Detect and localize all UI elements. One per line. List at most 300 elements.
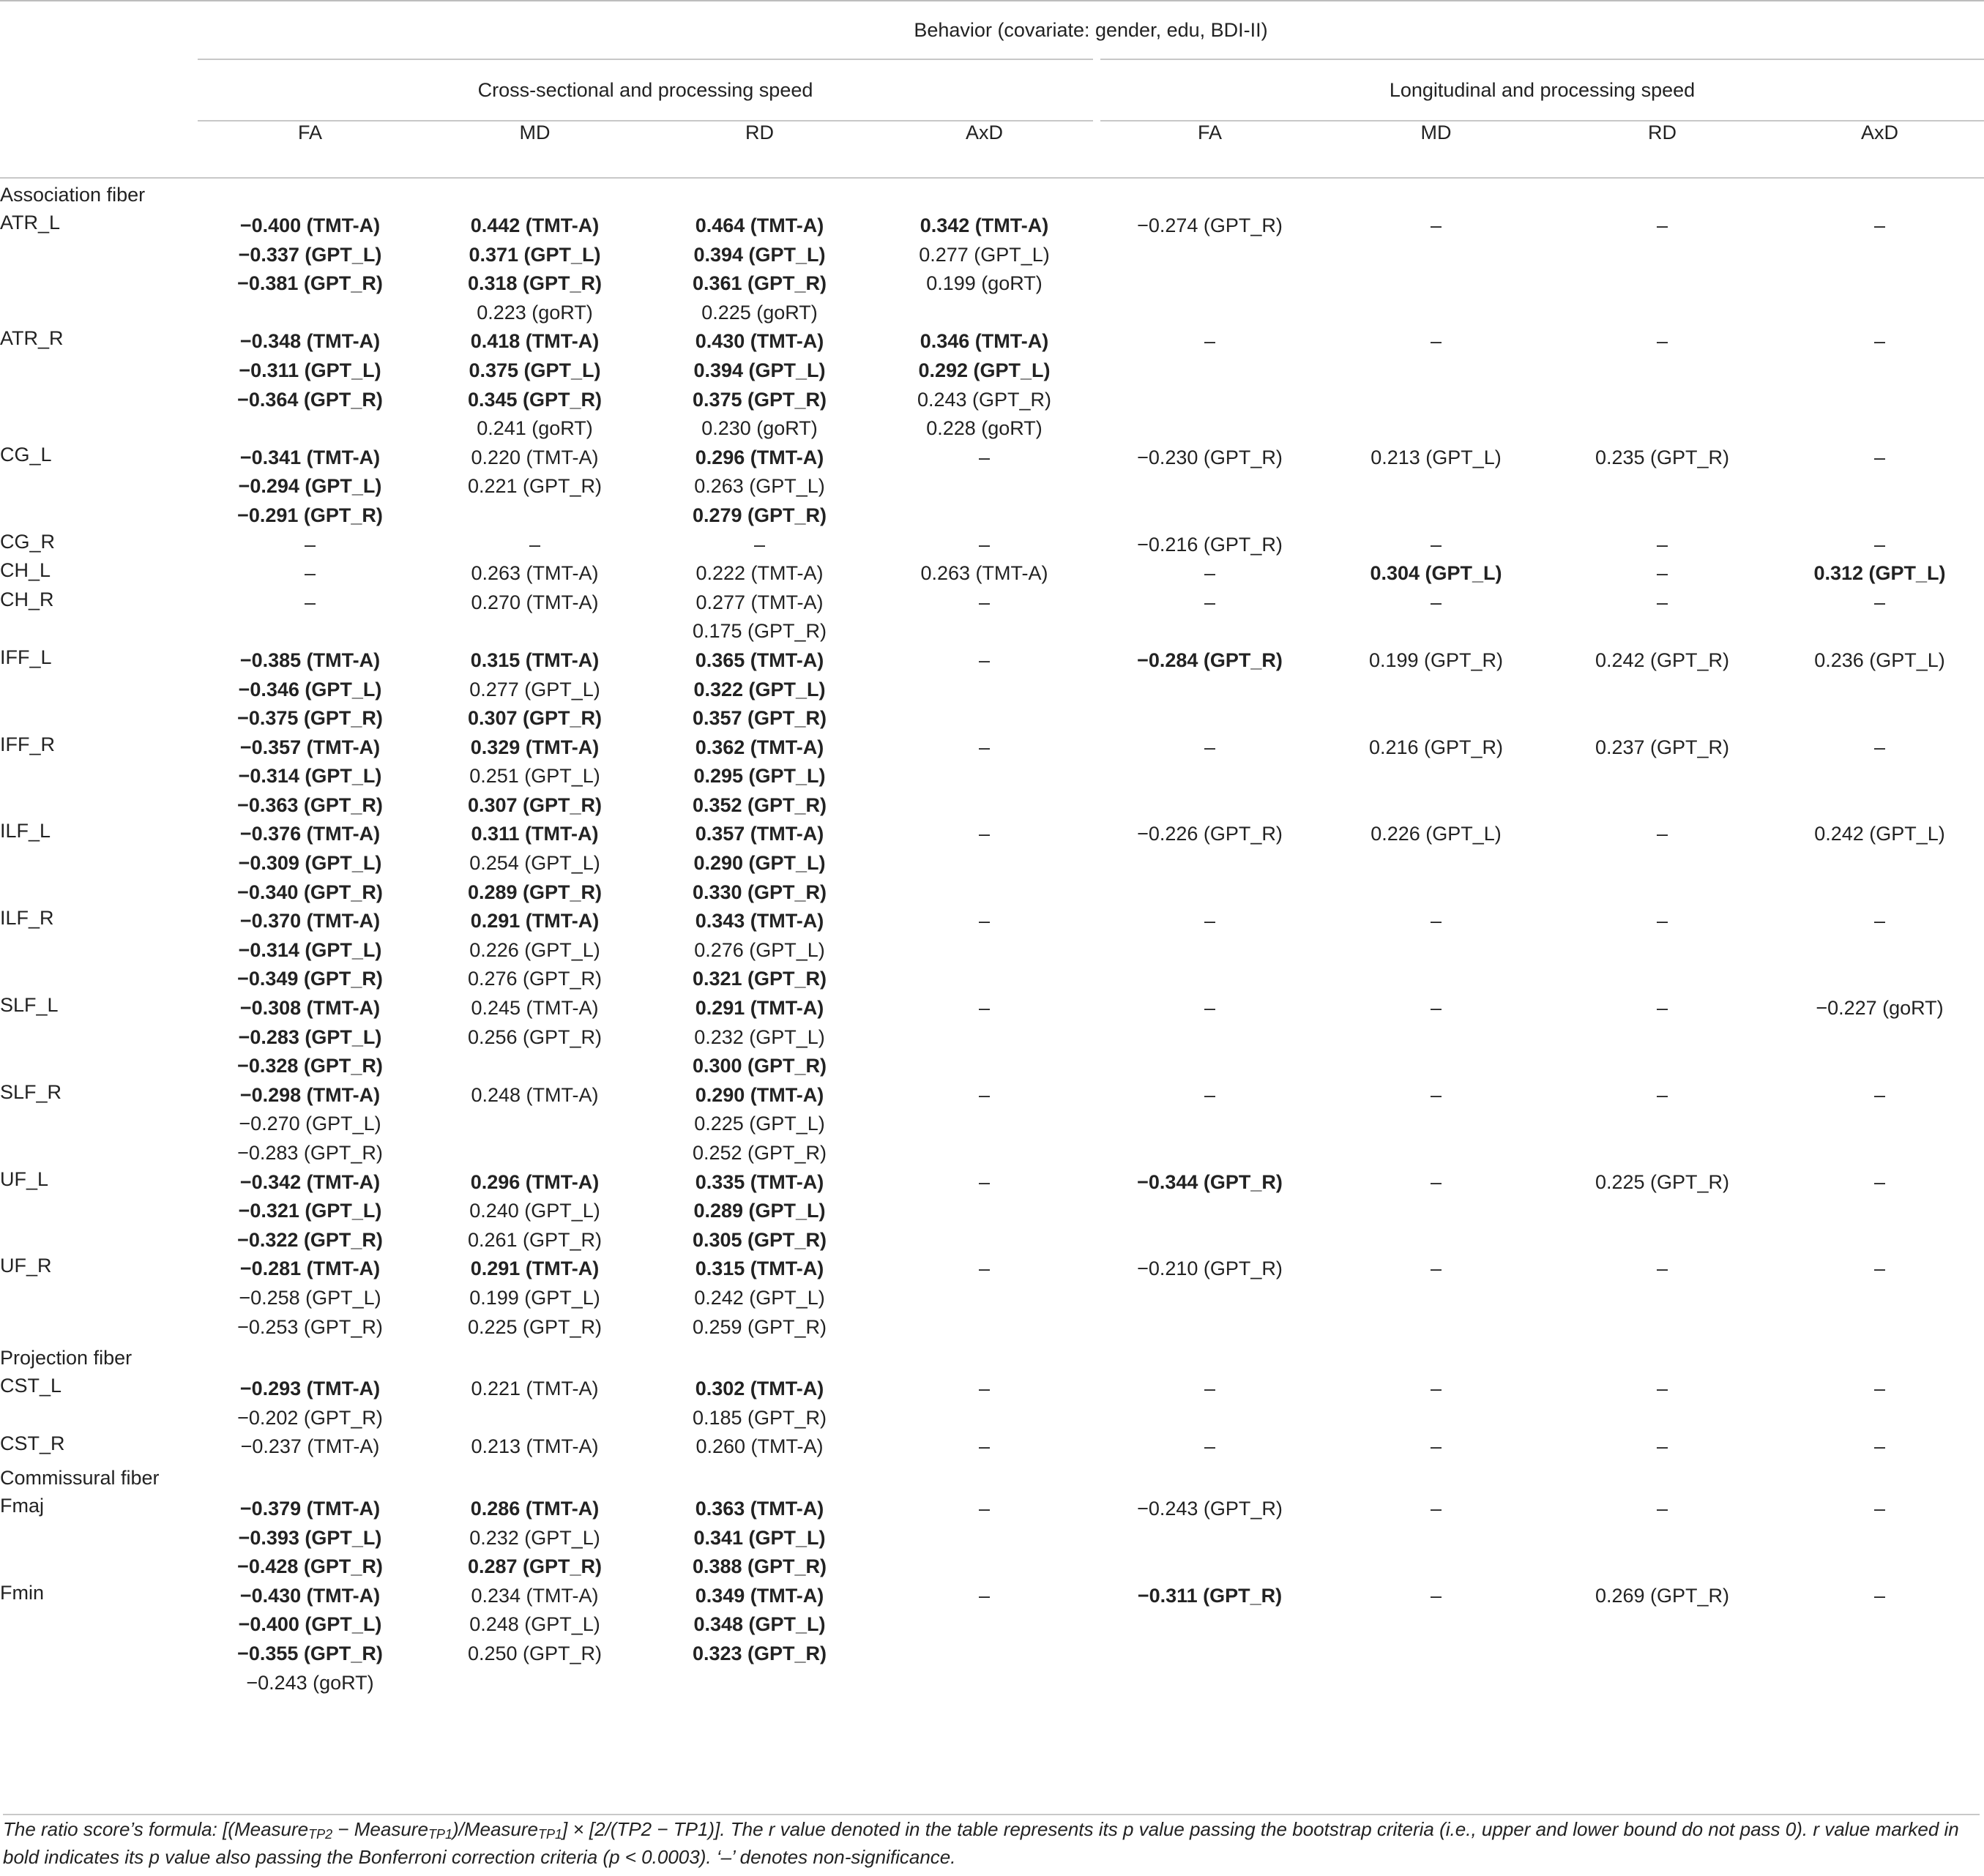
cell-value: – <box>978 533 991 556</box>
cell-value: −0.337 (GPT_L) <box>238 243 382 266</box>
cell-md-long <box>1323 820 1549 907</box>
cell-md <box>422 994 647 1081</box>
cell-value: 0.394 (GPT_L) <box>693 243 826 266</box>
cell-value: −0.270 (GPT_L) <box>239 1113 381 1135</box>
cell-fa-long <box>1097 1168 1323 1255</box>
cell-value: 0.259 (GPT_R) <box>692 1315 827 1338</box>
table-row <box>0 994 1984 1081</box>
col-header-md-long: MD <box>1420 122 1452 143</box>
cell-value: 0.248 (GPT_L) <box>469 1613 600 1636</box>
cell-value: 0.199 (GPT_L) <box>469 1286 600 1309</box>
cell-value: – <box>978 1497 991 1520</box>
cell-value: −0.349 (GPT_R) <box>237 968 383 990</box>
cell-value: – <box>1204 736 1216 758</box>
cell-value: – <box>1204 1378 1216 1400</box>
cell-value: 0.221 (GPT_R) <box>467 475 603 498</box>
cell-value: 0.241 (goRT) <box>477 417 593 440</box>
cell-value: – <box>1656 1257 1668 1280</box>
cell-value: – <box>304 562 316 585</box>
cell-value: −0.293 (TMT-A) <box>239 1378 381 1400</box>
col-header-axd: AxD <box>965 122 1003 143</box>
cell-value: – <box>1430 533 1442 556</box>
cell-value: – <box>1873 1497 1886 1520</box>
fiber-name: Fmaj <box>0 1494 44 1517</box>
cell-value: −0.321 (GPT_L) <box>238 1200 382 1222</box>
cell-axd <box>872 646 1097 733</box>
cell-value: – <box>304 591 316 613</box>
cell-value: 0.225 (goRT) <box>701 301 818 324</box>
cell-value: – <box>1204 1083 1216 1106</box>
footnote-subscript: TP1 <box>428 1827 452 1842</box>
cell-axd-long <box>1775 1081 1984 1168</box>
table-footnote <box>3 1814 1980 1871</box>
cell-value: 0.260 (TMT-A) <box>695 1435 824 1458</box>
cell-rd-long <box>1549 559 1775 588</box>
cell-value: 0.252 (GPT_R) <box>692 1142 827 1164</box>
cell-rd <box>647 1168 872 1255</box>
cell-value: 0.287 (GPT_R) <box>467 1555 603 1578</box>
cell-value: – <box>978 736 991 758</box>
cell-value: 0.291 (TMT-A) <box>695 997 824 1020</box>
cell-fa-long <box>1097 1255 1323 1342</box>
cell-value: 0.251 (GPT_L) <box>469 765 600 788</box>
footnote-text: − Measure <box>332 1818 428 1840</box>
cell-value: 0.277 (GPT_L) <box>469 678 600 700</box>
fiber-name: CH_L <box>0 559 51 582</box>
cell-value: 0.269 (GPT_R) <box>1595 1584 1730 1607</box>
cell-fa <box>198 820 422 907</box>
cell-axd-long <box>1775 1582 1984 1697</box>
cell-value: −0.355 (GPT_R) <box>237 1642 383 1664</box>
cell-value: 0.225 (GPT_R) <box>1595 1170 1730 1193</box>
cell-value: – <box>1656 1435 1668 1458</box>
cell-axd-long <box>1775 733 1984 821</box>
cell-md <box>422 559 647 588</box>
cell-value: 0.357 (TMT-A) <box>695 823 824 845</box>
cell-fa <box>198 907 422 994</box>
cell-value: −0.216 (GPT_R) <box>1137 533 1283 556</box>
cell-rd <box>647 907 872 994</box>
cell-axd <box>872 907 1097 994</box>
table-row <box>0 444 1984 531</box>
cell-fa-long <box>1097 444 1323 531</box>
section-row <box>0 178 1984 212</box>
cell-value: – <box>1873 736 1886 758</box>
cell-value: 0.216 (GPT_R) <box>1368 736 1504 758</box>
fiber-name: Fmin <box>0 1581 44 1604</box>
cell-value: – <box>978 1083 991 1106</box>
cell-rd <box>647 588 872 646</box>
cell-axd-long <box>1775 588 1984 646</box>
cell-value: – <box>1430 1083 1442 1106</box>
cell-rd-long <box>1549 646 1775 733</box>
cell-value: 0.315 (TMT-A) <box>470 649 600 671</box>
cell-value: −0.328 (GPT_R) <box>237 1055 383 1077</box>
cell-value: 0.175 (GPT_R) <box>692 620 827 643</box>
cell-value: 0.362 (TMT-A) <box>695 736 824 758</box>
table-row <box>0 559 1984 588</box>
cell-value: 0.302 (TMT-A) <box>695 1378 824 1400</box>
cell-value: – <box>1656 1083 1668 1106</box>
cell-md-long <box>1323 1495 1549 1582</box>
cell-fa <box>198 733 422 821</box>
cell-rd <box>647 327 872 443</box>
table-row <box>0 1168 1984 1255</box>
cell-value: – <box>1204 562 1216 585</box>
cell-md-long <box>1323 1168 1549 1255</box>
cell-value: 0.276 (GPT_L) <box>694 938 825 961</box>
cell-value: 0.296 (TMT-A) <box>470 1170 600 1193</box>
cell-md-long <box>1323 212 1549 327</box>
cross-sectional-header: Cross-sectional and processing speed <box>198 59 1097 121</box>
section-row <box>0 1342 1984 1375</box>
cell-value: 0.228 (goRT) <box>926 417 1043 440</box>
cell-value: – <box>1430 214 1442 236</box>
cell-value: – <box>1873 446 1886 468</box>
cell-value: – <box>1873 330 1886 353</box>
cell-value: 0.236 (GPT_L) <box>1814 649 1945 671</box>
cell-value: 0.375 (GPT_R) <box>692 388 827 411</box>
cell-fa <box>198 1432 422 1462</box>
cell-value: – <box>1873 910 1886 933</box>
fiber-name: SLF_L <box>0 994 59 1017</box>
cell-axd-long <box>1775 1168 1984 1255</box>
cell-axd <box>872 327 1097 443</box>
cell-value: 0.277 (GPT_L) <box>919 243 1050 266</box>
cell-value: 0.240 (GPT_L) <box>469 1200 600 1222</box>
table-row <box>0 1495 1984 1582</box>
cell-value: 0.388 (GPT_R) <box>692 1555 827 1578</box>
cell-value: 0.248 (TMT-A) <box>471 1083 599 1106</box>
cell-value: 0.330 (GPT_R) <box>692 881 827 903</box>
cell-value: – <box>1204 591 1216 613</box>
cell-value: −0.230 (GPT_R) <box>1137 446 1283 468</box>
cell-fa <box>198 1375 422 1432</box>
cell-value: −0.274 (GPT_R) <box>1137 214 1283 236</box>
cell-fa-long <box>1097 820 1323 907</box>
cell-md-long <box>1323 1255 1549 1342</box>
cell-value: – <box>1430 997 1442 1020</box>
cell-value: 0.312 (GPT_L) <box>1813 562 1946 585</box>
cell-md <box>422 1375 647 1432</box>
cell-md-long <box>1323 994 1549 1081</box>
cell-rd-long <box>1549 1081 1775 1168</box>
footnote-subscript: TP1 <box>538 1827 563 1842</box>
cell-md <box>422 907 647 994</box>
cell-value: 0.263 (TMT-A) <box>920 562 1048 585</box>
footnote-text: )/Measure <box>452 1818 538 1840</box>
section-row <box>0 1462 1984 1495</box>
cell-axd <box>872 559 1097 588</box>
cell-md <box>422 1495 647 1582</box>
fiber-name: CST_L <box>0 1375 62 1397</box>
cell-rd-long <box>1549 212 1775 327</box>
cell-value: – <box>1873 214 1886 236</box>
cell-value: – <box>1204 1435 1216 1458</box>
cell-value: – <box>1430 330 1442 353</box>
cell-axd <box>872 444 1097 531</box>
cell-value: −0.243 (goRT) <box>246 1671 374 1694</box>
cell-rd-long <box>1549 327 1775 443</box>
cell-rd-long <box>1549 1495 1775 1582</box>
cell-value: – <box>978 997 991 1020</box>
cell-md-long <box>1323 588 1549 646</box>
cell-value: – <box>978 910 991 933</box>
cell-value: – <box>1873 591 1886 613</box>
cell-md <box>422 327 647 443</box>
cell-value: 0.342 (TMT-A) <box>920 214 1049 236</box>
cell-rd-long <box>1549 531 1775 560</box>
table-row <box>0 327 1984 443</box>
col-header-fa: FA <box>297 122 322 143</box>
cell-value: – <box>1204 997 1216 1020</box>
cell-value: 0.375 (GPT_L) <box>469 359 601 381</box>
table-row <box>0 531 1984 560</box>
cell-value: 0.329 (TMT-A) <box>470 736 600 758</box>
cell-md <box>422 588 647 646</box>
cell-value: – <box>529 533 541 556</box>
section-title: Projection fiber <box>0 1347 133 1369</box>
cell-value: 0.199 (GPT_R) <box>1368 649 1504 671</box>
cell-value: 0.286 (TMT-A) <box>470 1497 600 1520</box>
cell-rd <box>647 1375 872 1432</box>
cell-value: – <box>1873 1257 1886 1280</box>
cell-value: 0.245 (TMT-A) <box>471 997 599 1020</box>
col-header-fa-long: FA <box>1197 122 1222 143</box>
cell-fa <box>198 1168 422 1255</box>
cell-value: 0.323 (GPT_R) <box>692 1642 827 1664</box>
cell-value: – <box>1430 1584 1442 1607</box>
cell-value: −0.357 (TMT-A) <box>239 736 381 758</box>
cell-value: 0.289 (GPT_L) <box>693 1200 826 1222</box>
cell-rd <box>647 559 872 588</box>
header-blank <box>0 59 198 121</box>
cell-value: – <box>1873 1170 1886 1193</box>
cell-axd <box>872 531 1097 560</box>
table-row <box>0 1432 1984 1462</box>
cell-fa <box>198 327 422 443</box>
cell-value: 0.464 (TMT-A) <box>695 214 824 236</box>
fiber-name: CG_L <box>0 443 52 466</box>
cell-axd-long <box>1775 212 1984 327</box>
cell-value: −0.341 (TMT-A) <box>239 446 381 468</box>
cell-value: −0.227 (goRT) <box>1816 997 1944 1020</box>
cell-value: – <box>1873 1584 1886 1607</box>
cell-fa <box>198 212 422 327</box>
cell-value: 0.276 (GPT_R) <box>467 968 603 990</box>
cell-md-long <box>1323 733 1549 821</box>
cell-value: −0.344 (GPT_R) <box>1137 1170 1283 1193</box>
cell-value: – <box>1430 1257 1442 1280</box>
cell-value: 0.371 (GPT_L) <box>469 243 601 266</box>
section-title: Commissural fiber <box>0 1466 160 1489</box>
cell-value: 0.318 (GPT_R) <box>467 272 603 295</box>
cell-value: −0.311 (GPT_R) <box>1137 1584 1283 1607</box>
cell-axd-long <box>1775 1432 1984 1462</box>
cell-value: 0.361 (GPT_R) <box>692 272 827 295</box>
cell-value: −0.322 (GPT_R) <box>237 1228 383 1251</box>
cell-value: – <box>978 446 991 468</box>
cell-value: −0.237 (TMT-A) <box>240 1435 380 1458</box>
cell-fa-long <box>1097 1582 1323 1697</box>
cell-axd-long <box>1775 907 1984 994</box>
table-row <box>0 588 1984 646</box>
cell-fa-long <box>1097 531 1323 560</box>
cell-value: 0.250 (GPT_R) <box>467 1642 603 1664</box>
fiber-name: UF_R <box>0 1255 52 1277</box>
cell-value: – <box>1873 533 1886 556</box>
cell-value: 0.352 (GPT_R) <box>692 793 827 816</box>
cell-value: 0.261 (GPT_R) <box>467 1228 603 1251</box>
cell-value: – <box>978 1378 991 1400</box>
cell-rd-long <box>1549 444 1775 531</box>
fiber-name: CH_R <box>0 588 54 610</box>
cell-value: −0.348 (TMT-A) <box>239 330 381 353</box>
cell-value: −0.342 (TMT-A) <box>239 1170 381 1193</box>
cell-value: −0.291 (GPT_R) <box>237 504 383 526</box>
cell-value: −0.294 (GPT_L) <box>238 475 382 498</box>
cell-value: −0.428 (GPT_R) <box>237 1555 383 1578</box>
cell-value: −0.340 (GPT_R) <box>237 881 383 903</box>
cell-value: 0.394 (GPT_L) <box>693 359 826 381</box>
cell-value: 0.322 (GPT_L) <box>693 678 826 700</box>
cell-value: 0.213 (TMT-A) <box>471 1435 599 1458</box>
cell-fa <box>198 646 422 733</box>
cell-value: 0.226 (GPT_L) <box>469 938 600 961</box>
cell-fa <box>198 1495 422 1582</box>
cell-md-long <box>1323 907 1549 994</box>
cell-value: – <box>1656 997 1668 1020</box>
cell-value: 0.346 (TMT-A) <box>920 330 1049 353</box>
cell-value: 0.263 (TMT-A) <box>471 562 599 585</box>
cell-value: 0.235 (GPT_R) <box>1595 446 1730 468</box>
cell-rd-long <box>1549 1375 1775 1432</box>
cell-value: −0.314 (GPT_L) <box>238 938 382 961</box>
cell-axd-long <box>1775 1255 1984 1342</box>
cell-value: −0.258 (GPT_L) <box>239 1286 381 1309</box>
cell-value: 0.263 (GPT_L) <box>694 475 825 498</box>
behavior-header: Behavior (covariate: gender, edu, BDI-II) <box>198 1 1984 59</box>
cell-rd <box>647 820 872 907</box>
cell-axd-long <box>1775 1495 1984 1582</box>
cell-value: 0.335 (TMT-A) <box>695 1170 824 1193</box>
cell-value: – <box>753 533 766 556</box>
cell-value: 0.277 (TMT-A) <box>695 591 824 613</box>
cell-rd-long <box>1549 1582 1775 1697</box>
cell-value: 0.230 (goRT) <box>701 417 818 440</box>
cell-value: – <box>1656 330 1668 353</box>
cell-value: 0.279 (GPT_R) <box>692 504 827 526</box>
cell-value: 0.291 (TMT-A) <box>470 910 600 933</box>
cell-axd <box>872 1495 1097 1582</box>
cell-value: 0.242 (GPT_R) <box>1595 649 1730 671</box>
col-header-rd-long: RD <box>1648 122 1677 143</box>
cell-axd <box>872 820 1097 907</box>
footnote-text: ] × [2/(TP2 − TP1)]. The r value denoted in the table represents its p value passing the bootstrap criteria (i.e., upper and lower bound do not pass 0). r value marked in bold indicates its p value also passing the Bonferroni correction criteria (p < 0.0003). ‘–’ denotes non-significance. <box>3 1818 1959 1868</box>
cell-value: 0.307 (GPT_R) <box>467 707 603 730</box>
cell-value: 0.296 (TMT-A) <box>695 446 824 468</box>
cell-rd-long <box>1549 1168 1775 1255</box>
cell-value: 0.220 (TMT-A) <box>471 446 599 468</box>
cell-value: −0.308 (TMT-A) <box>239 997 381 1020</box>
cell-axd-long <box>1775 994 1984 1081</box>
cell-fa <box>198 531 422 560</box>
cell-value: 0.213 (GPT_L) <box>1370 446 1502 468</box>
cell-md <box>422 1582 647 1697</box>
cell-rd <box>647 1081 872 1168</box>
cell-value: −0.379 (TMT-A) <box>239 1497 381 1520</box>
cell-value: – <box>978 823 991 845</box>
cell-value: −0.311 (GPT_L) <box>239 359 381 381</box>
cell-md <box>422 531 647 560</box>
cell-fa <box>198 1582 422 1697</box>
cell-axd <box>872 1582 1097 1697</box>
cell-axd-long <box>1775 444 1984 531</box>
cell-value: – <box>1656 214 1668 236</box>
cell-value: −0.202 (GPT_R) <box>237 1406 383 1429</box>
cell-value: −0.370 (TMT-A) <box>239 910 381 933</box>
cell-value: – <box>1656 562 1668 585</box>
cell-md <box>422 646 647 733</box>
cell-value: 0.321 (GPT_R) <box>692 968 827 990</box>
col-header-rd: RD <box>745 122 774 143</box>
cell-value: −0.281 (TMT-A) <box>239 1257 381 1280</box>
cell-value: 0.295 (GPT_L) <box>693 765 826 788</box>
cell-value: 0.256 (GPT_R) <box>467 1025 603 1048</box>
cell-value: 0.345 (GPT_R) <box>467 388 603 411</box>
cell-md-long <box>1323 1582 1549 1697</box>
cell-md <box>422 1432 647 1462</box>
cell-value: – <box>978 591 991 613</box>
footnote-subscript: TP2 <box>308 1827 333 1842</box>
cell-fa-long <box>1097 1495 1323 1582</box>
cell-value: −0.283 (GPT_R) <box>237 1142 383 1164</box>
cell-rd <box>647 212 872 327</box>
cell-value: – <box>1873 1435 1886 1458</box>
cell-md-long <box>1323 444 1549 531</box>
cell-fa <box>198 559 422 588</box>
table-row <box>0 820 1984 907</box>
cell-value: 0.307 (GPT_R) <box>467 793 603 816</box>
cell-md <box>422 733 647 821</box>
cell-rd-long <box>1549 588 1775 646</box>
cell-value: −0.376 (TMT-A) <box>239 823 381 845</box>
table-row <box>0 733 1984 821</box>
cell-value: −0.363 (GPT_R) <box>237 793 383 816</box>
cell-rd <box>647 531 872 560</box>
cell-value: 0.232 (GPT_L) <box>694 1025 825 1048</box>
cell-value: – <box>978 649 991 671</box>
cell-value: – <box>1430 1497 1442 1520</box>
cell-fa <box>198 994 422 1081</box>
cell-value: −0.364 (GPT_R) <box>237 388 383 411</box>
cell-axd-long <box>1775 820 1984 907</box>
cell-fa-long <box>1097 646 1323 733</box>
cell-value: −0.284 (GPT_R) <box>1137 649 1283 671</box>
cell-fa-long <box>1097 327 1323 443</box>
cell-value: – <box>1430 910 1442 933</box>
cell-axd <box>872 212 1097 327</box>
cell-rd <box>647 994 872 1081</box>
cell-value: −0.385 (TMT-A) <box>239 649 381 671</box>
cell-axd <box>872 588 1097 646</box>
cell-value: −0.381 (GPT_R) <box>237 272 383 295</box>
cell-md-long <box>1323 1432 1549 1462</box>
cell-value: 0.357 (GPT_R) <box>692 707 827 730</box>
cell-value: – <box>1204 910 1216 933</box>
cell-value: – <box>1430 1378 1442 1400</box>
cell-rd <box>647 1432 872 1462</box>
